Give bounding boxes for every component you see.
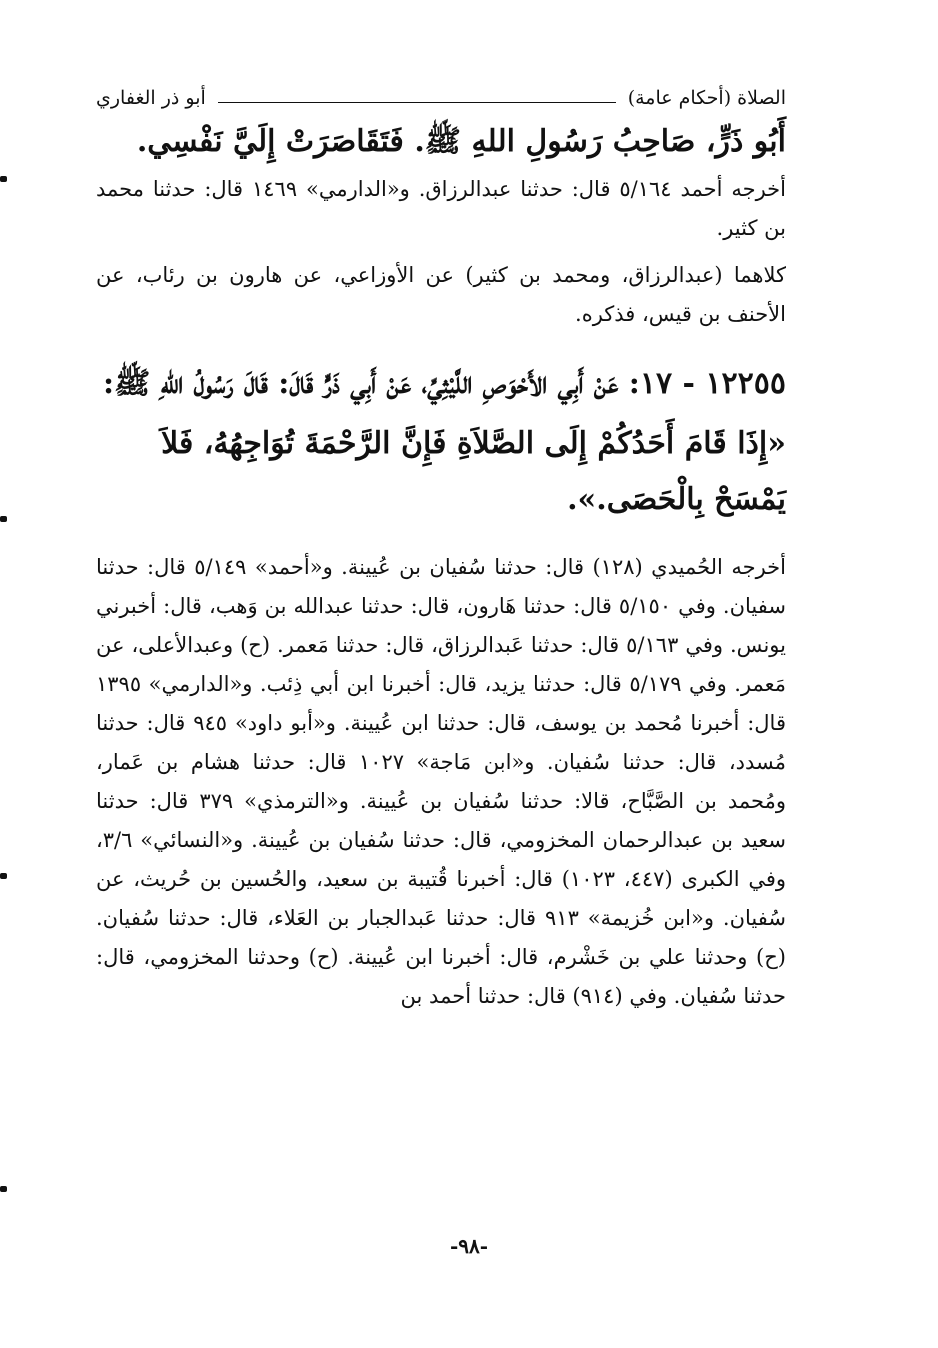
running-head-chapter: الصلاة (أحكام عامة): [627, 87, 786, 109]
takhrij-note: أخرجه الحُميدي (١٢٨) قال: حدثنا سُفيان بن عُيينة. و«أحمد» ٥/١٤٩ قال: حدثنا سفيان. وفي ٥/١٥٠ قال: حدثنا هَارون، قال: حدثنا عبدالله بن وَهب، قال: أخبرني يونس. وفي ٥/١٦٣ قال: حدثنا عَبدالرزاق، قال: حدثنا مَعمر. (ح) وعبدالأعلى، عن مَعمر. وفي ٥/١٧٩ قال: حدثنا يزيد، قال: أخبرنا ابن أبي ذِئب. و«الدارمي» ١٣٩٥ قال: أخبرنا مُحمد بن يوسف، قال: حدثنا ابن عُيينة. و«أبو داود» ٩٤٥ قال: حدثنا مُسدد، قال: حدثنا سُفيان. و«ابن مَاجة» ١٠٢٧ قال: حدثنا هشام بن عَمار، ومُحمد بن الصَّبَّاح، قالا: حدثنا سُفيان بن عُيينة. و«الترمذي» ٣٧٩ قال: حدثنا سعيد بن عبدالرحمان المخزومي، قال: حدثنا سُفيان بن عُيينة. و«النسائي» ٣/٦، وفي الكبرى (٤٤٧، ١٠٢٣) قال: أخبرنا قُتيبة بن سعيد، والحُسين بن حُريث، عن سُفيان. و«ابن خُزيمة» ٩١٣ قال: حدثنا عَبدالجبار بن العَلاء، قال: حدثنا سُفيان. (ح) وحدثنا علي بن خَشْرم، قال: أخبرنا ابن عُيينة. (ح) وحدثنا المخزومي، قال: حدثنا سُفيان. وفي (٩١٤) قال: حدثنا أحمد بن: [96, 555, 787, 1008]
scan-edge-mark: [0, 176, 7, 182]
takhrij-note: أخرجه أحمد ٥/١٦٤ قال: حدثنا عبدالرزاق. و«الدارمي» ١٤٦٩ قال: حدثنا محمد بن كثير.: [96, 177, 786, 240]
page-number: -٩٨-: [449, 1234, 489, 1258]
scan-edge-mark: [0, 873, 7, 879]
running-head: [96, 82, 786, 114]
takhrij-note: كلاهما (عبدالرزاق، ومحمد بن كثير) عن الأوزاعي، عن هارون بن رئاب، عن الأحنف بن قيس، فذكره.: [96, 263, 786, 326]
hadith-heading: ١٢٢٥٥ - ١٧: عَنْ أَبِي الأَحْوَصِ اللَّيْثِيِّ، عَنْ أَبِي ذَرٍّ قَالَ: قَالَ رَسُولُ اللهِ ﷺ:: [103, 366, 786, 401]
hadith-text: «إِذَا قَامَ أَحَدُكُمْ إِلَى الصَّلاَةِ فَإِنَّ الرَّحْمَةَ تُوَاجِهُهُ، فَلاَ يَمْسَحْ بِالْحَصَى.».: [161, 426, 786, 517]
scan-edge-mark: [0, 516, 7, 522]
scan-edge-mark: [0, 1186, 7, 1192]
page-body: [96, 82, 786, 1016]
running-head-rule: [218, 102, 616, 103]
hadith-continuation: أَبُو ذَرٍّ، صَاحِبُ رَسُولِ اللهِ ﷺ. فَتَقَاصَرَتْ إِلَيَّ نَفْسِي.: [136, 124, 786, 159]
running-head-narrator: أبو ذر الغفاري: [96, 87, 206, 109]
